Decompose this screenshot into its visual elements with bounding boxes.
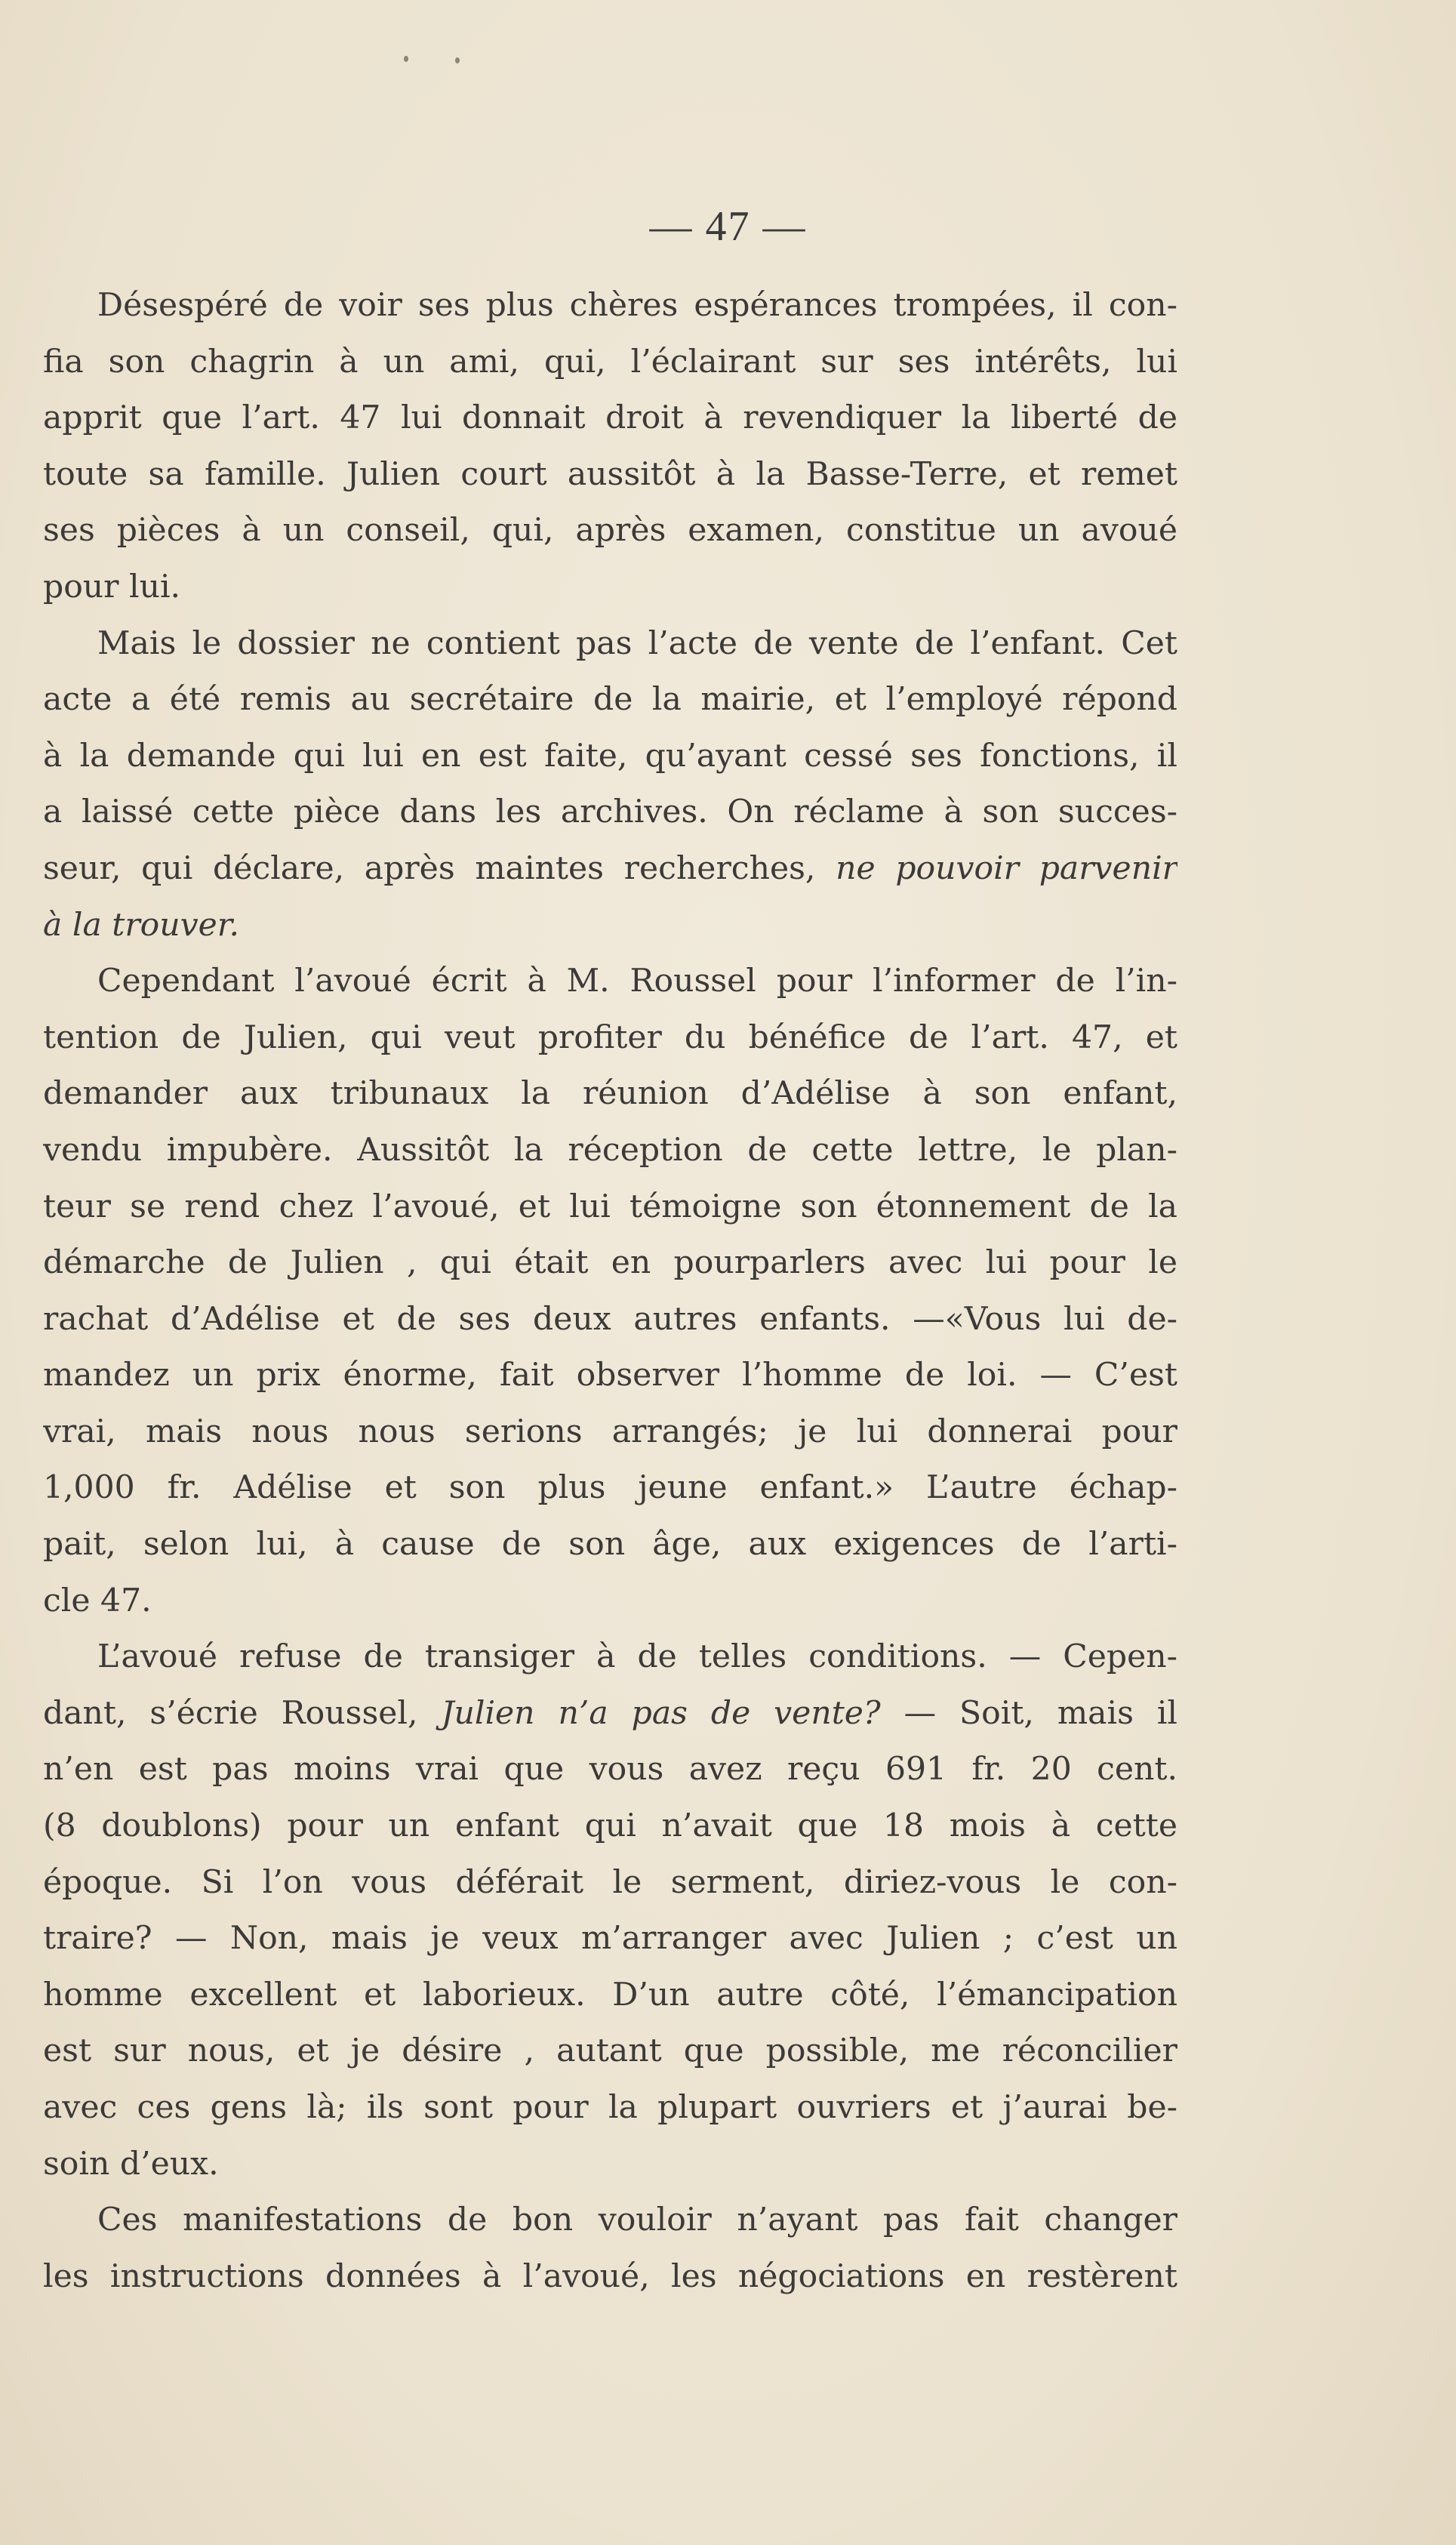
text-line: époque. Si l’on vous déférait le serment, diriez-vous le con-: [43, 1863, 1177, 1901]
page-number: — 47 —: [649, 203, 807, 250]
text-line: vrai, mais nous nous serions arrangés; je lui donnerai pour: [43, 1413, 1177, 1450]
text-line: tention de Julien, qui veut profiter du bénéfice de l’art. 47, et: [43, 1018, 1177, 1056]
text-line: a laissé cette pièce dans les archives. On réclame à son succes-: [43, 793, 1177, 831]
text-line: pour lui.: [43, 568, 181, 605]
text-line: homme excellent et laborieux. D’un autre côté, l’émancipation: [43, 1976, 1177, 2014]
text-line: Ces manifestations de bon vouloir n’ayant pas fait changer: [97, 2201, 1177, 2239]
text-line: teur se rend chez l’avoué, et lui témoigne son étonnement de la: [43, 1188, 1177, 1225]
text-line: Cependant l’avoué écrit à M. Roussel pour l’informer de l’in-: [97, 963, 1177, 1000]
text-line: démarche de Julien , qui était en pourparlers avec lui pour le: [43, 1244, 1177, 1282]
italic-text-line: à la trouver.: [43, 906, 239, 944]
text-line: fia son chagrin à un ami, qui, l’éclairant sur ses intérêts, lui: [43, 343, 1177, 381]
text-line: les instructions données à l’avoué, les négociations en restèrent: [43, 2257, 1177, 2295]
text-line: avec ces gens là; ils sont pour la plupart ouvriers et j’aurai be-: [43, 2089, 1177, 2126]
text-run: dant, s’écrie Roussel,: [43, 1694, 442, 1732]
text-run: — Soit, mais il: [880, 1694, 1177, 1732]
text-line: vendu impubère. Aussitôt la réception de cette lettre, le plan-: [43, 1131, 1177, 1169]
text-line: à la demande qui lui en est faite, qu’ayant cessé ses fonctions, il: [43, 737, 1177, 775]
print-specks: [404, 53, 464, 68]
italic-text-run: ne pouvoir parvenir: [836, 849, 1177, 887]
text-line: L’avoué refuse de transiger à de telles conditions. — Cepen-: [97, 1638, 1177, 1676]
text-line: soin d’eux.: [43, 2145, 219, 2183]
speck: [404, 56, 408, 62]
text-line: [43, 841, 1177, 898]
text-line: Désespéré de voir ses plus chères espérances trompées, il con-: [97, 287, 1177, 324]
text-line: acte a été remis au secrétaire de la mairie, et l’employé répond: [43, 681, 1177, 719]
text-line: cle 47.: [43, 1582, 152, 1619]
speck: [455, 57, 460, 63]
text-line: est sur nous, et je désire , autant que possible, me réconcilier: [43, 2032, 1177, 2070]
text-line: Mais le dossier ne contient pas l’acte de vente de l’enfant. Cet: [97, 624, 1177, 662]
text-line: rachat d’Adélise et de ses deux autres enfants. —«Vous lui de-: [43, 1300, 1177, 1338]
text-line: demander aux tribunaux la réunion d’Adélise à son enfant,: [43, 1075, 1177, 1113]
text-run: seur, qui déclare, après maintes recherches,: [43, 849, 836, 887]
text-line: (8 doublons) pour un enfant qui n’avait que 18 mois à cette: [43, 1807, 1177, 1845]
text-line: toute sa famille. Julien court aussitôt à la Basse-Terre, et remet: [43, 455, 1177, 493]
text-line: ses pièces à un conseil, qui, après examen, constitue un avoué: [43, 512, 1177, 550]
text-line: [43, 1686, 1177, 1742]
text-line: n’en est pas moins vrai que vous avez reçu 691 fr. 20 cent.: [43, 1751, 1177, 1789]
text-line: mandez un prix énorme, fait observer l’homme de loi. — C’est: [43, 1357, 1177, 1394]
text-line: apprit que l’art. 47 lui donnait droit à revendiquer la liberté de: [43, 399, 1177, 437]
text-line: traire? — Non, mais je veux m’arranger avec Julien ; c’est un: [43, 1920, 1177, 1958]
text-line: 1,000 fr. Adélise et son plus jeune enfant.» L’autre échap-: [43, 1469, 1177, 1507]
italic-text-run: Julien n’a pas de vente?: [441, 1694, 881, 1732]
body-text: [43, 278, 1177, 2305]
text-line: pait, selon lui, à cause de son âge, aux exigences de l’arti-: [43, 1526, 1177, 1564]
